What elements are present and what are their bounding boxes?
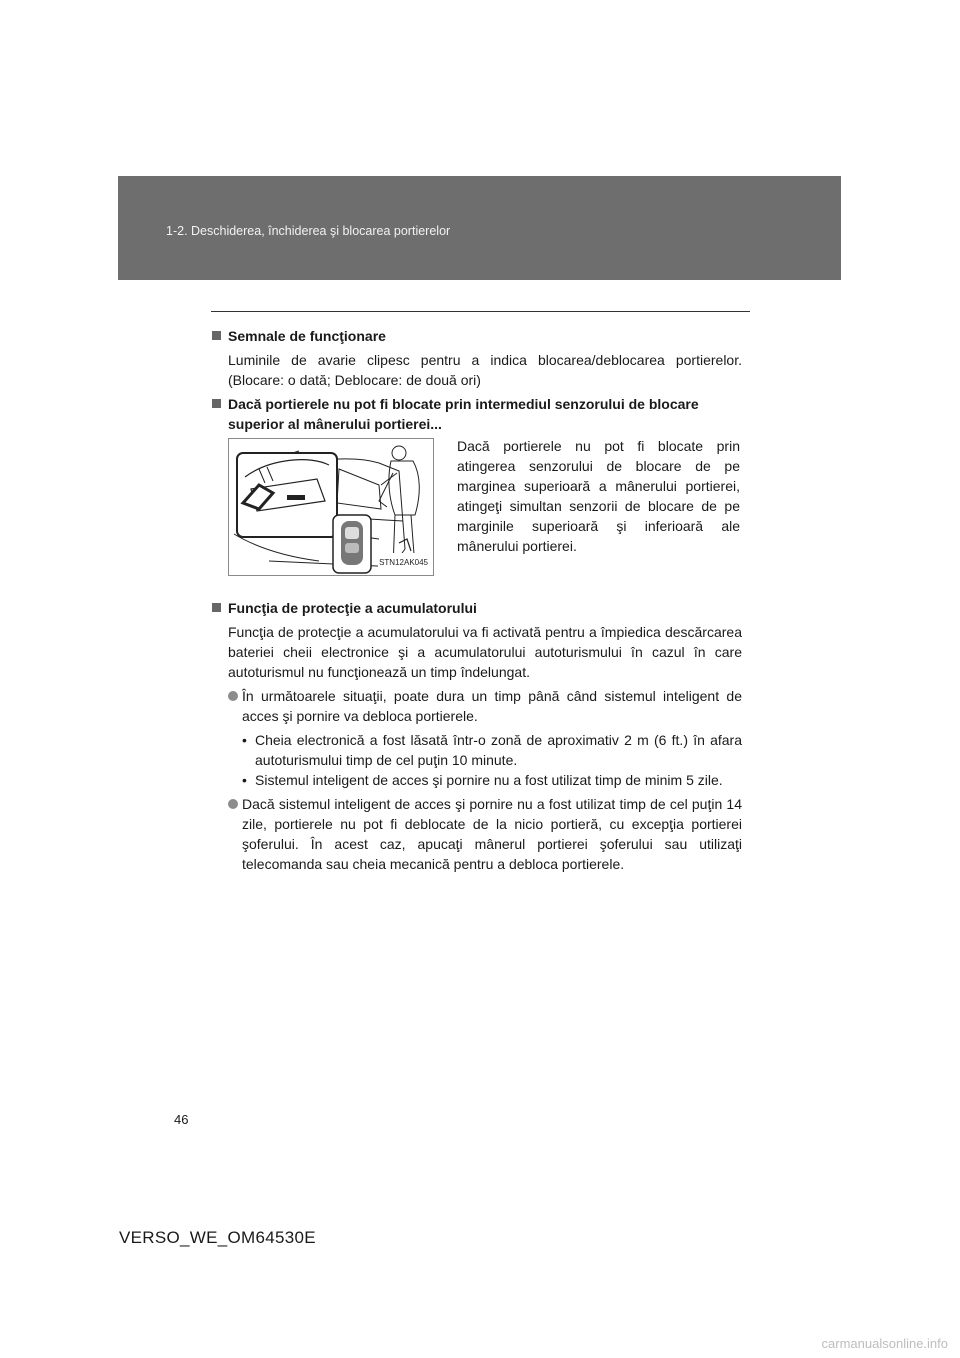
square-bullet-icon [212,331,221,340]
battery-saving-text: Funcţia de protecţie a acumulatorului va fi activată pentru a împiedica descărcarea bateriei cheii electronice şi a acumulatorului autoturismului în cazul în care autoturismul nu funcţionează un timp îndelungat. [228,624,742,680]
document-id: VERSO_WE_OM64530E [119,1228,316,1247]
figure-caption: Dacă portierele nu pot fi blocate prin atingerea senzorului de blocare de pe marginea superioară a mânerului portierei, atingeţi simultan senzorii de blocare de pe marginile superioară şi inferioară ale mânerului portierei. [457,438,740,554]
heading-cannot-lock [212,394,742,434]
square-bullet-icon [212,603,221,612]
heading-text: Semnale de funcţionare [228,328,386,344]
header-rule [211,311,750,312]
heading-operation-signals [212,326,742,346]
bullet-item [212,686,742,726]
sub-bullet-marker: • [242,732,247,748]
page-number: 46 [174,1112,189,1127]
sub-list-item [212,730,742,770]
circle-bullet-icon [228,691,238,701]
bullet-item [212,794,742,874]
square-bullet-icon [212,399,221,408]
heading-battery-saving [212,598,742,618]
heading-text: Funcţia de protecţie a acumulatorului [228,600,477,616]
sub-item-text: Sistemul inteligent de acces şi pornire nu a fost utilizat timp de minim 5 zile. [255,772,723,788]
sub-item-text: Cheia electronică a fost lăsată într-o zonă de aproximativ 2 m (6 ft.) în afara autoturismului timp de cel puţin 10 minute. [255,732,742,768]
heading-text: Dacă portierele nu pot fi blocate prin intermediul senzorului de blocare superior al mânerului portierei... [228,396,699,432]
sub-list-item [212,770,742,790]
bullet-text: Dacă sistemul inteligent de acces şi pornire nu a fost utilizat timp de cel puţin 14 zile, portierele nu pot fi deblocate de la nicio portieră, cu excepţia portierei şoferului. În acest caz, apucaţi mânerul portierei şoferului sau utilizaţi telecomanda sau cheia mecanică pentru a debloca portierele. [242,796,742,872]
watermark: carmanualsonline.info [821,1336,948,1351]
figure-code: STN12AK045 [378,553,429,573]
figure-row [212,438,742,584]
circle-bullet-icon [228,799,238,809]
sub-bullet-marker: • [242,772,247,788]
header-band [118,176,841,280]
bullet-text: În următoarele situaţii, poate dura un timp până când sistemul inteligent de acces şi pornire va debloca portierele. [242,688,742,724]
page-content [212,326,742,878]
door-handle-illustration [228,438,434,576]
operation-signals-text: Luminile de avarie clipesc pentru a indica blocarea/deblocarea portierelor. (Blocare: o dată; Deblocare: de două ori) [228,352,742,388]
section-title: 1-2. Deschiderea, închiderea şi blocarea portierelor [166,224,451,238]
